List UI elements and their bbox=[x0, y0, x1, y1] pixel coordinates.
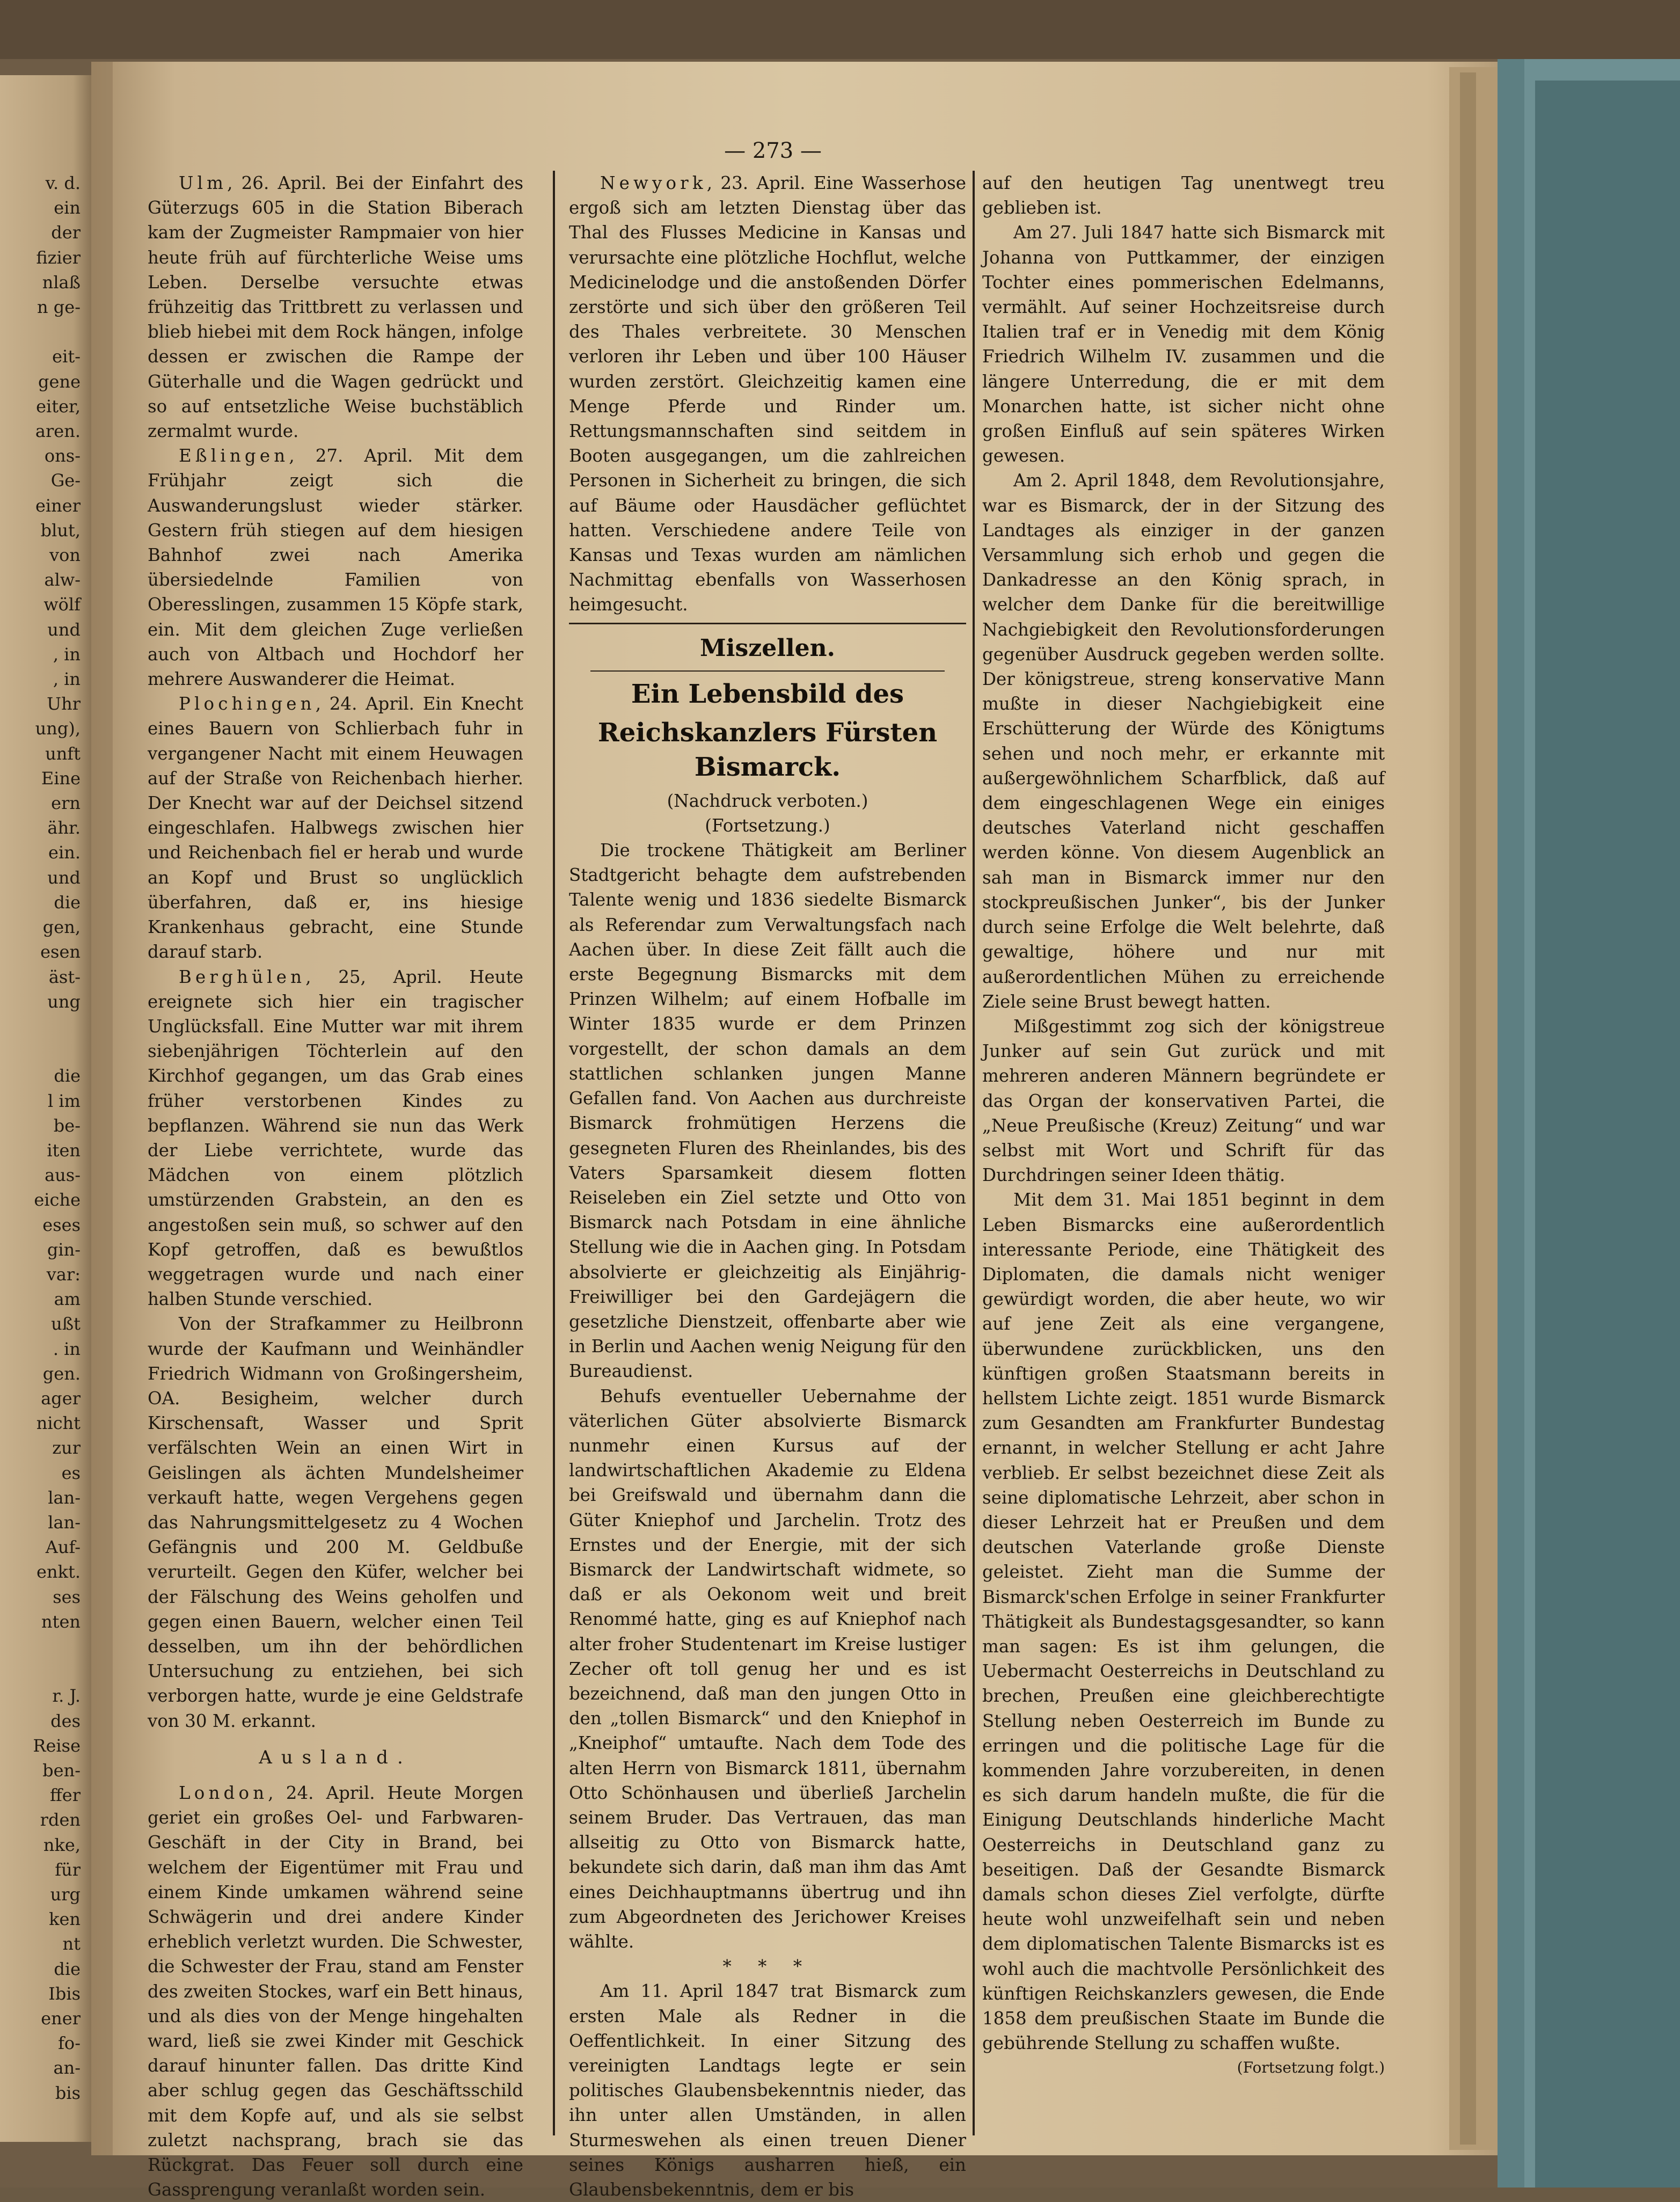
fragment-line: l im bbox=[48, 1090, 81, 1111]
fragment-line: urg bbox=[50, 1884, 81, 1905]
news-item-dateline: Ulm bbox=[179, 173, 228, 193]
fragment-line: ußt bbox=[51, 1314, 81, 1335]
fragment-line: eiter, bbox=[36, 396, 81, 417]
fragment-line: n ge- bbox=[36, 297, 81, 318]
continuation-note: (Fortsetzung.) bbox=[705, 815, 830, 836]
fragment-line: nten bbox=[41, 1611, 81, 1632]
fragment-line: ern bbox=[51, 793, 81, 814]
fragment-line: die bbox=[54, 1958, 81, 1979]
fragment-line: gen, bbox=[42, 917, 81, 938]
news-item-text: Von der Strafkammer zu Heilbronn wurde der Kaufmann und Weinhändler Friedrich Widmann von Großingersheim, OA. Besigheim, welcher durch Kirschensaft, Wasser und Sprit verfälschten Wein an einen Wirt in Geislingen als ächten Mundelsheimer verkauft hatte, wegen Vergehens gegen das Nahrungsmittelgesetz zu 4 Wochen Gefängnis und 200 M. Geldbuße verurteilt. Gegen den Küfer, welcher bei der Fälschung des Weins geholfen und gegen einen Bauern, welcher einen Teil desselben, um ihn der behördlichen Untersuchung zu entziehen, bei sich verborgen hatte, wurde je eine Geldstrafe von 30 M. erkannt. bbox=[148, 1314, 523, 1731]
foreign-news-item-dateline: Newyork bbox=[600, 173, 707, 193]
reprint-note: (Nachdruck verboten.) bbox=[667, 790, 868, 811]
article-paragraph: Behufs eventueller Uebernahme der väterlichen Güter absolvierte Bismarck nunmehr einen Kursus auf der landwirtschaftlichen Akademie zu Eldena bei Greifswald und übernahm dann die Güter Kniephof und Jarchelin. Trotz des Ernstes und der Energie, mit der sich Bismarck der Landwirtschaft widmete, so daß er als Oekonom weit und breit Renommé hatte, ging es auf Kniephof nach alter froher Studentenart im Kreise lustiger Zecher oft toll genug her und es ist bezeichnend, daß man den jungen Otto in den „tollen Bismarck“ und den Kniephof in „Kneiphof“ umtaufte. Nach dem Tode des alten Herrn von Bismarck 1811, übernahm Otto Schönhausen und überließ Jarchelin seinem Bruder. Das Vertrauen, das man allseitig zu Otto von Bismarck hatte, bekundete sich darin, daß man ihm das Amt eines Deichhauptmanns übertrug und ihn zum Abgeordneten des Jerichower Kreises wählte. bbox=[569, 1386, 966, 1952]
foreign-news-item-paragraph bbox=[569, 171, 966, 617]
fragment-line: der bbox=[51, 222, 81, 243]
article-paragraph: Mit dem 31. Mai 1851 beginnt in dem Leben Bismarcks eine außerordentlich interessante Periode, eine Thätigkeit des Diplomaten, die damals nicht weniger gewürdigt worden, die aber heute, wo wir auf jene Zeit als eine vergangene, überwundene zurückblicken, uns den künftigen großen Staatsmann bereits in hellstem Lichte zeigt. 1851 wurde Bismarck zum Gesandten am Frankfurter Bundestag ernannt, in welcher Stellung er acht Jahre verblieb. Er selbst bezeichnet diese Zeit als seine diplomatische Lehrzeit, aber schon in dieser Lehrzeit hat er Preußen und dem deutschen Vaterlande große Dienste geleistet. Zieht man die Summe der Bismarck'schen Erfolge in seiner Frankfurter Thätigkeit als Bundestagsgesandter, so kann man sagen: Es ist ihm gelungen, die Uebermacht Oesterreichs in Deutschland zu brechen, Preußen eine gleichberechtigte Stellung neben Oesterreich im Bunde zu erringen und die politische Lage für die kommenden Jahre vorzubereiten, in denen es sich darum handeln mußte, die für die Einigung Deutschlands hinderliche Macht Oesterreichs in Deutschland ganz zu beseitigen. Daß der Gesandte Bismarck damals schon dieses Ziel verfolgte, dürfte heute wohl unzweifelhaft sein und neben dem diplomatischen Talente Bismarcks ist es wohl auch die machtvolle Persönlichkeit des künftigen Reichskanzlers gewesen, die Ende 1858 dem preußischen Staate im Bunde die gebührende Stellung zu schaffen wußte. bbox=[982, 1190, 1385, 2054]
fragment-line: Ibis bbox=[48, 1983, 81, 2004]
fragment-line: nt bbox=[62, 1934, 81, 1955]
fragment-line: nlaß bbox=[42, 272, 81, 293]
column-rule-left bbox=[553, 171, 555, 2135]
fragment-line: am bbox=[54, 1289, 81, 1310]
fragment-line: Ge- bbox=[50, 470, 81, 491]
to-be-continued-note: (Fortsetzung folgt.) bbox=[1237, 2059, 1385, 2077]
news-item-paragraph bbox=[148, 443, 523, 691]
fragment-line: wölf bbox=[43, 594, 81, 615]
fragment-line: aren. bbox=[35, 421, 81, 442]
fragment-line: be- bbox=[53, 1115, 81, 1136]
fragment-line: ken bbox=[49, 1909, 81, 1930]
fragment-line: lan- bbox=[48, 1512, 81, 1533]
fragment-line: einer bbox=[35, 495, 81, 516]
page-number: — 273 — bbox=[724, 138, 822, 163]
fragment-line: ener bbox=[41, 2008, 81, 2029]
news-item-text: , 25, April. Heute ereignete sich hier ein tragischer Unglücksfall. Eine Mutter war mit ihrem siebenjährigen Töchterlein auf den Kirchhof gegangen, um das Grab eines früher verstorbenen Kindes zu bepflanzen. Während sie nun das Werk der Liebe verrichtete, wurde das Mädchen von einem plötzlich umstürzenden Grabstein, an den es angestoßen sein muß, so schwer auf den Kopf getroffen, daß es bewußtlos weggetragen wurde und nach einer halben Stunde verschied. bbox=[148, 966, 523, 1310]
fragment-line: r. J. bbox=[52, 1686, 81, 1707]
fragment-line: zur bbox=[52, 1438, 81, 1459]
previous-page-fragments bbox=[0, 171, 81, 2146]
fragment-line: gene bbox=[38, 371, 81, 392]
foreign-news-item-text: , 23. April. Eine Wasserhose ergoß sich am letzten Dienstag über das Thal des Flusses Medicine in Kansas und verursachte eine plötzliche Hochflut, welche Medicinelodge und die anstoßenden Dörfer zerstörte und sich über den größeren Teil des Thales verbreitete. 30 Menschen verloren ihr Leben und über 100 Häuser wurden zerstört. Gleichzeitig kamen eine Menge Pferde und Rinder um. Rettungsmannschaften sind seitdem in Booten ausgegangen, um die zahlreichen Personen in Sicherheit zu bringen, die sich auf Bäume oder Hausdächer geflüchtet hatten. Verschiedene andere Teile von Kansas und Texas wurden am nämlichen Nachmittag ebenfalls von Wasserhosen heimgesucht. bbox=[569, 173, 966, 615]
fragment-line: ons- bbox=[44, 446, 81, 466]
heading-rule bbox=[590, 670, 945, 672]
news-item-dateline: Plochingen bbox=[179, 694, 316, 714]
fragment-line bbox=[0, 1659, 81, 1683]
news-item-paragraph bbox=[148, 691, 523, 964]
fragment-line: ein. bbox=[48, 842, 81, 863]
fragment-line: ses bbox=[53, 1586, 81, 1607]
fragment-line: ein bbox=[54, 198, 81, 218]
fragment-line: gin- bbox=[47, 1239, 81, 1260]
fragment-line: Eine bbox=[41, 768, 81, 789]
fragment-line: nicht bbox=[36, 1413, 81, 1434]
article-paragraph: auf den heutigen Tag unentwegt treu geblieben ist. bbox=[982, 173, 1385, 218]
fragment-line: ben- bbox=[42, 1760, 81, 1781]
fragment-line: Auf- bbox=[45, 1537, 81, 1558]
fragment-line: bis bbox=[55, 2082, 81, 2103]
section-stars: * * * bbox=[722, 1956, 813, 1977]
fragment-line: , in bbox=[53, 669, 81, 690]
fragment-line: die bbox=[54, 892, 81, 913]
news-item-dateline: Eßlingen bbox=[179, 446, 289, 466]
foreign-news-item-text: , 24. April. Heute Morgen geriet ein großes Oel- und Farbwaren-Geschäft in der City in Brand, bei welchem der Eigentümer mit Frau und einem Kinde umkamen während seine Schwägerin und drei andere Kinder erheblich verletzt wurden. Die Schwester, die Schwester der Frau, stand am Fenster des zweiten Stockes, warf ein Bett hinaus, und als dies von der Menge hingehalten ward, ließ sie zwei Kinder mit Geschick darauf hinunter fallen. Das dritte Kind aber schlug gegen das Geschäftsschild mit dem Kopfe auf, und als sie selbst zuletzt nachsprang, brach sie das Rückgrat. Das Feuer soll durch eine Gassprengung veranlaßt worden sein. bbox=[148, 1783, 523, 2200]
fragment-line: es bbox=[61, 1462, 81, 1483]
fragment-line: rden bbox=[40, 1810, 81, 1831]
foreign-news-item-paragraph bbox=[148, 1781, 523, 2202]
fragment-line: . in bbox=[53, 1338, 81, 1359]
fragment-line: Uhr bbox=[47, 694, 81, 714]
fragment-line: lan- bbox=[48, 1487, 81, 1508]
fragment-line: esen bbox=[40, 942, 81, 963]
fragment-line: eit- bbox=[52, 346, 81, 367]
fragment-line: enkt. bbox=[36, 1562, 81, 1583]
article-title-line-2: Reichskanzlers Fürsten Bismarck. bbox=[597, 717, 938, 782]
fragment-line: nke, bbox=[43, 1834, 81, 1855]
fragment-line: ung), bbox=[35, 718, 81, 739]
fragment-line: und bbox=[47, 867, 81, 888]
fragment-line bbox=[0, 319, 81, 344]
article-paragraph: Am 27. Juli 1847 hatte sich Bismarck mit Johanna von Puttkammer, der einzigen Tochter eines pommerischen Edelmanns, vermählt. Auf seiner Hochzeitsreise durch Italien traf er in Venedig mit dem König Friedrich Wilhelm IV. zusammen und die längere Unterredung, die er mit dem Monarchen hatte, ist sicher nicht ohne großen Einfluß auf sein späteres Wirken gewesen. bbox=[982, 222, 1385, 466]
article-paragraph-after-stars: Am 11. April 1847 trat Bismarck zum ersten Male als Redner in die Oeffentlichkeit. In einer Sitzung des vereinigten Landtags legte er sein politisches Glaubensbekenntnis nieder, das ihn unter allen Umständen, in allen Sturmeswehen als einen treuen Diener seines Königs ausharren hieß, ein Glaubensbekenntnis, dem er bis bbox=[569, 1981, 966, 2200]
fragment-line: blut, bbox=[40, 520, 81, 541]
fragment-line: an- bbox=[53, 2058, 81, 2079]
fragment-line: die bbox=[54, 1066, 81, 1087]
article-paragraph: Mißgestimmt zog sich der königstreue Junker auf sein Gut zurück und mit mehreren anderen Männern begründete er das Organ der konservativen Partei, die „Neue Preußische (Kreuz) Zeitung“ und war selbst mit Wort und Schrift für das Durchdringen seiner Ideen thätig. bbox=[982, 1016, 1385, 1186]
fragment-line: eses bbox=[42, 1214, 81, 1235]
fragment-line: eiche bbox=[34, 1190, 81, 1211]
foreign-news-item-dateline: London bbox=[179, 1783, 268, 1803]
news-item-dateline: Berghülen bbox=[179, 966, 306, 987]
fragment-line: var: bbox=[46, 1264, 81, 1285]
fragment-line: äst- bbox=[48, 966, 81, 987]
fragment-line: , in bbox=[53, 644, 81, 665]
fragment-line: fo- bbox=[58, 2033, 81, 2054]
fragment-line: für bbox=[55, 1859, 81, 1880]
fragment-line: ähr. bbox=[47, 818, 81, 838]
fragment-line: und bbox=[47, 619, 81, 640]
fragment-line: aus- bbox=[45, 1165, 81, 1186]
fragment-line: ung bbox=[47, 991, 81, 1012]
news-item-text: , 26. April. Bei der Einfahrt des Güterzugs 605 in die Station Biberach kam der Zugmeister Rampmaier von hier heute früh auf fürchterliche Weise ums Leben. Derselbe versuchte etwas frühzeitig das Trittbrett zu verlassen und blieb hiebei mit dem Rock hängen, infolge dessen er zwischen die Rampe der Güterhalle und die Wagen gedrückt und so auf entsetzliche Weise buchstäblich zermalmt wurde. bbox=[148, 173, 523, 442]
fragment-line bbox=[0, 1014, 81, 1039]
fragment-line: v. d. bbox=[45, 173, 81, 193]
fragment-line bbox=[0, 1634, 81, 1659]
column-rule-right bbox=[973, 171, 975, 2135]
article-paragraph: Die trockene Thätigkeit am Berliner Stadtgericht behagte dem aufstrebenden Talente wenig und 1836 siedelte Bismarck als Referendar zum Verwaltungsfach nach Aachen über. In diese Zeit fällt auch die erste Begegnung Bismarcks mit dem Prinzen Wilhelm; auf einem Hofballe im Winter 1835 wurde er dem Prinzen vorgestellt, der schon damals an dem stattlichen schlanken jungen Manne Gefallen fand. Von Aachen aus durchreiste Bismarck frohmütigen Herzens die gesegneten Fluren des Rheinlandes, bis des Vaters Sparsamkeit diesem flotten Reiseleben ein Ziel setzte und Otto von Bismarck nach Potsdam in eine ähnliche Stellung wie die in Aachen ging. In Potsdam absolvierte er gleichzeitig als Einjährig-Freiwilliger bei den Gardejägern die gesetzliche Dienstzeit, offenbarte aber wie in Berlin und Aachen wenig Neigung für den Bureaudienst. bbox=[569, 840, 966, 1382]
fragment-line: fizier bbox=[36, 247, 81, 268]
column-local-news bbox=[148, 171, 523, 2200]
news-item-paragraph bbox=[148, 171, 523, 443]
fragment-line: Reise bbox=[33, 1735, 81, 1756]
news-item-paragraph bbox=[148, 965, 523, 1312]
article-title-line-1: Ein Lebensbild des bbox=[631, 679, 904, 709]
news-item-text: , 27. April. Mit dem Frühjahr zeigt sich die Auswanderungslust wieder stärker. Gestern früh stiegen auf dem hiesigen Bahnhof zwei nach Amerika übersiedelnde Familien von Oberesslingen, zusammen 15 Köpfe stark, ein. Mit dem gleichen Zuge verließen auch von Altbach und Hochdorf her mehrere Auswanderer die Heimat. bbox=[148, 446, 523, 690]
article-paragraph: Am 2. April 1848, dem Revolutionsjahre, war es Bismarck, der in der Sitzung des Landtages als einziger in der ganzen Versammlung sich erhob und gegen die Dankadresse an den König sprach, in welcher dem Danke für die bereitwillige Nachgiebigkeit den Revolutionsforderungen gegenüber Ausdruck gegeben werden sollte. Der königstreue, streng konservative Mann mußte in dieser Nachgiebigkeit eine Erschütterung der Würde des Königtums sehen und noch mehr, er erkannte mit außergewöhnlichem Scharfblick, daß auf dem eingeschlagenen Wege ein einiges deutsches Vaterland nicht geschaffen werden könne. Von diesem Augenblick an sah man in Bismarck immer nur den stockpreußischen Junker“, bis der Junker durch seine Erfolge die Welt belehrte, daß gewaltige, höhere und nur mit außerordentlichen Mühen zu erreichende Ziele seine Brust bewegt hatten. bbox=[982, 470, 1385, 1012]
ausland-heading: Ausland. bbox=[259, 1746, 412, 1768]
news-item-paragraph bbox=[148, 1311, 523, 1733]
fragment-line: des bbox=[50, 1710, 81, 1731]
fragment-line: gen. bbox=[42, 1363, 81, 1384]
fragment-line: alw- bbox=[44, 570, 81, 590]
fragment-line: von bbox=[49, 545, 81, 566]
fragment-line: unft bbox=[45, 743, 81, 764]
fragment-line: ffer bbox=[50, 1785, 81, 1806]
section-rule bbox=[569, 623, 966, 624]
column-miszellen bbox=[569, 171, 966, 2200]
news-item-text: , 24. April. Ein Knecht eines Bauern von Schlierbach fuhr in vergangener Nacht mit einem Heuwagen auf der Straße von Reichenbach hierher. Der Knecht war auf der Deichsel sitzend eingeschlafen. Halbwegs zwischen hier und Reichenbach fiel er herab und wurde an Kopf und Brust so unglücklich überfahren, daß er, ins hiesige Krankenhaus gebracht, eine Stunde darauf starb. bbox=[148, 694, 523, 963]
fragment-line: ager bbox=[41, 1388, 81, 1409]
miszellen-heading: Miszellen. bbox=[700, 634, 835, 662]
column-bismarck-continued bbox=[982, 171, 1385, 2146]
fragment-line bbox=[0, 1039, 81, 1063]
fragment-line: iten bbox=[47, 1140, 81, 1161]
